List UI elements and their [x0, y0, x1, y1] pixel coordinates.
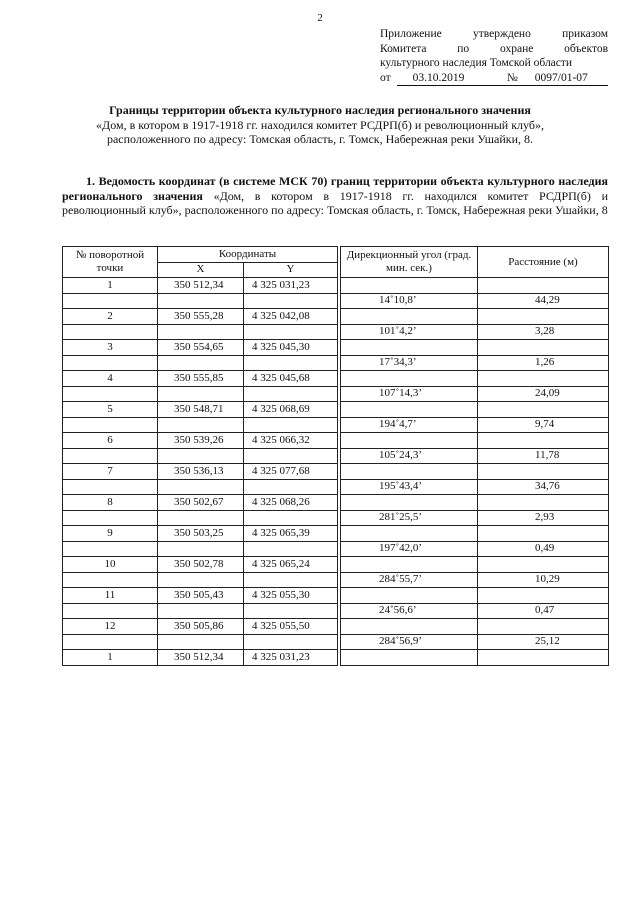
angle-empty-cell	[341, 464, 478, 480]
angle-cell: 197˚42,0’	[341, 541, 478, 557]
point-empty-cell	[63, 417, 158, 433]
angle-cell: 281˚25,5’	[341, 510, 478, 526]
distance-cell: 0,49	[478, 541, 609, 557]
approval-date-row	[380, 71, 608, 87]
angle-empty-cell	[341, 619, 478, 635]
x-empty-cell	[158, 386, 244, 402]
table-row-segment	[63, 510, 609, 526]
y-empty-cell	[244, 417, 338, 433]
y-empty-cell	[244, 634, 338, 650]
distance-cell: 34,76	[478, 479, 609, 495]
table-row-point	[63, 588, 609, 604]
x-coordinate-cell: 350 512,34	[158, 650, 244, 666]
distance-empty-cell	[478, 619, 609, 635]
approval-line-1: Приложение утверждено приказом	[380, 28, 608, 40]
approval-number-field	[485, 71, 608, 87]
y-coordinate-cell: 4 325 042,08	[244, 309, 338, 325]
table-row-point	[63, 433, 609, 449]
angle-empty-cell	[341, 309, 478, 325]
header-coordinates: Координаты	[158, 247, 338, 263]
point-empty-cell	[63, 479, 158, 495]
table-row-point	[63, 371, 609, 387]
point-number-cell: 6	[63, 433, 158, 449]
header-distance: Расстояние (м)	[478, 247, 609, 278]
y-coordinate-cell: 4 325 065,39	[244, 526, 338, 542]
angle-cell: 105˚24,3’	[341, 448, 478, 464]
y-coordinate-cell: 4 325 065,24	[244, 557, 338, 573]
y-coordinate-cell: 4 325 031,23	[244, 650, 338, 666]
x-empty-cell	[158, 355, 244, 371]
approval-line-3: культурного наследия Томской области	[380, 57, 573, 69]
x-empty-cell	[158, 417, 244, 433]
x-empty-cell	[158, 324, 244, 340]
y-coordinate-cell: 4 325 045,68	[244, 371, 338, 387]
x-empty-cell	[158, 572, 244, 588]
distance-cell: 44,29	[478, 293, 609, 309]
date-prefix: от	[380, 71, 391, 84]
y-empty-cell	[244, 293, 338, 309]
angle-empty-cell	[341, 278, 478, 294]
x-empty-cell	[158, 293, 244, 309]
x-coordinate-cell: 350 505,43	[158, 588, 244, 604]
point-number-cell: 3	[63, 340, 158, 356]
distance-cell: 2,93	[478, 510, 609, 526]
x-coordinate-cell: 350 554,65	[158, 340, 244, 356]
angle-cell: 284˚55,7’	[341, 572, 478, 588]
distance-empty-cell	[478, 464, 609, 480]
y-coordinate-cell: 4 325 045,30	[244, 340, 338, 356]
distance-empty-cell	[478, 433, 609, 449]
y-empty-cell	[244, 448, 338, 464]
table-row-point	[63, 619, 609, 635]
table-row-segment	[63, 293, 609, 309]
approval-line-2: Комитета по охране объектов	[380, 42, 608, 55]
section-title	[62, 174, 608, 218]
distance-empty-cell	[478, 650, 609, 666]
y-empty-cell	[244, 510, 338, 526]
y-coordinate-cell: 4 325 068,69	[244, 402, 338, 418]
heading-title: Границы территории объекта культурного наследия регионального значения	[109, 103, 531, 117]
x-empty-cell	[158, 479, 244, 495]
point-number-cell: 11	[63, 588, 158, 604]
distance-empty-cell	[478, 526, 609, 542]
y-empty-cell	[244, 603, 338, 619]
distance-cell: 11,78	[478, 448, 609, 464]
x-empty-cell	[158, 634, 244, 650]
x-coordinate-cell: 350 548,71	[158, 402, 244, 418]
point-number-cell: 1	[63, 278, 158, 294]
point-empty-cell	[63, 541, 158, 557]
angle-empty-cell	[341, 526, 478, 542]
y-empty-cell	[244, 324, 338, 340]
table-row-point	[63, 464, 609, 480]
angle-empty-cell	[341, 433, 478, 449]
angle-cell: 101˚4,2’	[341, 324, 478, 340]
table-row-point	[63, 557, 609, 573]
x-coordinate-cell: 350 555,85	[158, 371, 244, 387]
angle-cell: 195˚43,4’	[341, 479, 478, 495]
distance-empty-cell	[478, 588, 609, 604]
x-coordinate-cell: 350 505,86	[158, 619, 244, 635]
table-row-segment	[63, 479, 609, 495]
distance-cell: 1,26	[478, 355, 609, 371]
angle-empty-cell	[341, 495, 478, 511]
point-empty-cell	[63, 448, 158, 464]
angle-empty-cell	[341, 557, 478, 573]
table-row-segment	[63, 541, 609, 557]
x-empty-cell	[158, 541, 244, 557]
point-empty-cell	[63, 355, 158, 371]
x-coordinate-cell: 350 512,34	[158, 278, 244, 294]
table-row-segment	[63, 355, 609, 371]
y-empty-cell	[244, 386, 338, 402]
approval-number: 0097/01-07	[534, 71, 588, 84]
section-title-bold: 1. Ведомость координат (в системе МСК 70) границ территории объекта культурного наследия регионального значения	[62, 174, 608, 203]
point-empty-cell	[63, 510, 158, 526]
x-coordinate-cell: 350 503,25	[158, 526, 244, 542]
distance-cell: 9,74	[478, 417, 609, 433]
point-number-cell: 1	[63, 650, 158, 666]
point-empty-cell	[63, 324, 158, 340]
x-coordinate-cell: 350 555,28	[158, 309, 244, 325]
y-coordinate-cell: 4 325 055,50	[244, 619, 338, 635]
distance-empty-cell	[478, 371, 609, 387]
x-empty-cell	[158, 603, 244, 619]
distance-empty-cell	[478, 402, 609, 418]
table-row-point	[63, 309, 609, 325]
point-number-cell: 5	[63, 402, 158, 418]
angle-cell: 194˚4,7’	[341, 417, 478, 433]
table-row-segment	[63, 603, 609, 619]
table-row-segment	[63, 448, 609, 464]
point-empty-cell	[63, 603, 158, 619]
y-coordinate-cell: 4 325 055,30	[244, 588, 338, 604]
angle-empty-cell	[341, 650, 478, 666]
point-number-cell: 10	[63, 557, 158, 573]
table-row-point	[63, 526, 609, 542]
document-heading	[40, 103, 600, 147]
table-row-segment	[63, 386, 609, 402]
y-coordinate-cell: 4 325 077,68	[244, 464, 338, 480]
distance-empty-cell	[478, 557, 609, 573]
angle-cell: 107˚14,3’	[341, 386, 478, 402]
distance-cell: 10,29	[478, 572, 609, 588]
approval-block	[380, 27, 608, 86]
y-coordinate-cell: 4 325 068,26	[244, 495, 338, 511]
y-coordinate-cell: 4 325 066,32	[244, 433, 338, 449]
distance-cell: 3,28	[478, 324, 609, 340]
angle-cell: 284˚56,9’	[341, 634, 478, 650]
x-empty-cell	[158, 510, 244, 526]
point-empty-cell	[63, 634, 158, 650]
angle-empty-cell	[341, 402, 478, 418]
table-row-point	[63, 278, 609, 294]
coordinates-table	[62, 246, 609, 666]
y-empty-cell	[244, 541, 338, 557]
number-prefix: №	[506, 71, 518, 84]
point-number-cell: 4	[63, 371, 158, 387]
distance-empty-cell	[478, 340, 609, 356]
section-title-normal: «Дом, в котором в 1917-1918 гг. находился комитет РСДРП(б) и революционный клуб», расположенного по адресу: Томская область, г. Томск, Набережная реки Ушайки, 8	[62, 188, 608, 217]
y-empty-cell	[244, 479, 338, 495]
point-empty-cell	[63, 293, 158, 309]
approval-date: 03.10.2019	[397, 71, 485, 87]
heading-address: расположенного по адресу: Томская область, г. Томск, Набережная реки Ушайки, 8.	[106, 132, 534, 146]
x-coordinate-cell: 350 502,67	[158, 495, 244, 511]
distance-cell: 24,09	[478, 386, 609, 402]
header-angle: Дирекционный угол (град. мин. сек.)	[341, 247, 478, 278]
distance-empty-cell	[478, 495, 609, 511]
x-coordinate-cell: 350 536,13	[158, 464, 244, 480]
page-number: 2	[317, 12, 323, 24]
table-row-point	[63, 650, 609, 666]
table-row-point	[63, 340, 609, 356]
point-number-cell: 2	[63, 309, 158, 325]
angle-cell: 14˚10,8’	[341, 293, 478, 309]
table-row-segment	[63, 324, 609, 340]
header-point: № поворотной точки	[63, 247, 158, 278]
point-number-cell: 8	[63, 495, 158, 511]
table-row-segment	[63, 572, 609, 588]
distance-cell: 0,47	[478, 603, 609, 619]
angle-cell: 17˚34,3’	[341, 355, 478, 371]
distance-empty-cell	[478, 278, 609, 294]
point-number-cell: 7	[63, 464, 158, 480]
angle-cell: 24˚56,6’	[341, 603, 478, 619]
point-number-cell: 9	[63, 526, 158, 542]
header-x: X	[158, 262, 244, 278]
table-row-segment	[63, 634, 609, 650]
coordinates-table-body	[63, 278, 609, 666]
point-empty-cell	[63, 386, 158, 402]
heading-object-name: «Дом, в котором в 1917-1918 гг. находился комитет РСДРП(б) и революционный клуб»,	[96, 117, 544, 132]
x-empty-cell	[158, 448, 244, 464]
angle-empty-cell	[341, 588, 478, 604]
x-coordinate-cell: 350 539,26	[158, 433, 244, 449]
distance-cell: 25,12	[478, 634, 609, 650]
header-y: Y	[244, 262, 338, 278]
y-coordinate-cell: 4 325 031,23	[244, 278, 338, 294]
table-row-point	[63, 495, 609, 511]
y-empty-cell	[244, 572, 338, 588]
angle-empty-cell	[341, 371, 478, 387]
table-row-segment	[63, 417, 609, 433]
point-empty-cell	[63, 572, 158, 588]
distance-empty-cell	[478, 309, 609, 325]
y-empty-cell	[244, 355, 338, 371]
point-number-cell: 12	[63, 619, 158, 635]
angle-empty-cell	[341, 340, 478, 356]
table-header-row	[63, 247, 609, 263]
x-coordinate-cell: 350 502,78	[158, 557, 244, 573]
table-row-point	[63, 402, 609, 418]
